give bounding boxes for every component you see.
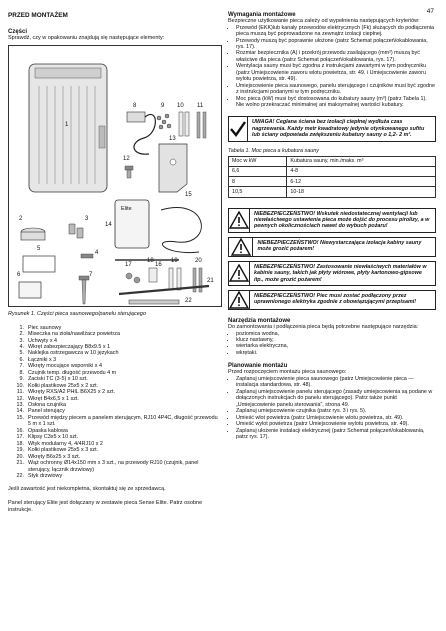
figure-label-1: 1 bbox=[65, 121, 69, 128]
parts-item-number: 16. bbox=[16, 427, 24, 434]
parts-item-number: 6. bbox=[19, 356, 24, 363]
note-box bbox=[228, 116, 436, 141]
figure-label-22: 22 bbox=[185, 297, 192, 304]
parts-list bbox=[8, 325, 220, 480]
figure-label-18: 18 bbox=[147, 257, 154, 264]
tools-list bbox=[228, 331, 436, 357]
panel-brand-text: Elite bbox=[121, 205, 132, 212]
table-row bbox=[229, 177, 436, 187]
planning-item: • Zaplanuj umiejscowienie czujnika (patrz rys. 3 i rys. 5). bbox=[236, 408, 436, 414]
warning-triangle-icon bbox=[229, 238, 253, 256]
left-column bbox=[8, 12, 220, 513]
parts-item-text: Uchwyty x 4 bbox=[28, 337, 58, 344]
parts-item-number: 14. bbox=[16, 408, 24, 415]
figure-label-5: 5 bbox=[37, 245, 41, 252]
figure-label-2: 2 bbox=[19, 215, 23, 222]
parts-item-number: 21. bbox=[16, 460, 24, 467]
parts-item-number: 13. bbox=[16, 402, 24, 409]
planning-item: • Umieść wylot powietrza (patrz Umiejscowienie wylotu powietrza, str. 49). bbox=[236, 421, 436, 427]
figure-caption: Rysunek 1. Części pieca saunowego/panelu sterującego bbox=[8, 310, 146, 317]
table-cell-volume: 10-18 bbox=[287, 187, 436, 197]
checkmark-icon bbox=[229, 117, 248, 140]
figure-label-15: 15 bbox=[185, 191, 192, 198]
parts-item-number: 2. bbox=[19, 331, 24, 338]
planning-item: • Zaplanuj umiejscowienie panelu sterującego (zasady umiejscowienia są podane w dołączonych instrukcjach do panelu sterującego). Patrz także punkt „Umiejscowienie panelu sterowania”, strona 49. bbox=[236, 389, 436, 408]
parts-item-text: Wkręt B4x6,5 x 1 szt. bbox=[28, 395, 79, 402]
danger-box-electrician bbox=[228, 290, 436, 310]
parts-item-text: Miseczka na zioła/nawilżacz powietrza bbox=[28, 331, 120, 338]
parts-item-number: 9. bbox=[19, 376, 24, 383]
parts-item-text: Czujnik temp. długość przewodu 4 m bbox=[28, 369, 117, 376]
page-number: 47 bbox=[426, 8, 434, 15]
parts-heading: Części bbox=[8, 29, 28, 35]
figure-label-16: 16 bbox=[155, 261, 162, 268]
requirement-item: • Przewody muszą być poprawnie ułożone (patrz Schemat połączeń/okablowania, rys. 17). bbox=[236, 38, 436, 51]
power-volume-table bbox=[228, 156, 436, 198]
requirement-item: • Wentylacja sauny musi być zgodna z instrukcjami zawartymi w tym podręczniku (patrz Umiejscowienie zaworu wlotu powietrza, str. 49. i Umiejscowienie zaworu wylotu powietrza, str. 49). bbox=[236, 63, 436, 82]
parts-list-item bbox=[8, 415, 220, 428]
table-row bbox=[229, 187, 436, 197]
parts-item-number: 8. bbox=[19, 369, 24, 376]
parts-item-text: Osłona czujnika bbox=[28, 402, 67, 409]
parts-list-item bbox=[8, 473, 220, 479]
table-header-volume: Kubatura sauny, min./maks. m³ bbox=[287, 156, 436, 166]
parts-item-text: Opaska kablowa bbox=[28, 427, 68, 434]
planning-list bbox=[228, 376, 436, 441]
figure-label-17: 17 bbox=[125, 261, 132, 268]
parts-item-text: Kołki plastikowe 25x5 x 2 szt. bbox=[28, 382, 99, 389]
parts-item-number: 15. bbox=[16, 414, 24, 421]
parts-item-text: Wkręty B6x25 x 3 szt. bbox=[28, 453, 81, 460]
parts-item-number: 5. bbox=[19, 350, 24, 357]
figure-label-13: 13 bbox=[169, 135, 176, 142]
section-title: PRZED MONTAŻEM bbox=[8, 12, 68, 19]
requirement-item: • Przewód (EKK)lub kanały przewodów elektrycznych (Fk) służących do podłączenia pieca muszą być poprowadzone na zewnątrz izolacji ciepłnej. bbox=[236, 25, 436, 38]
parts-item-text: Łączniki x 3 bbox=[28, 356, 57, 363]
tool-item: • poziomica wodna, bbox=[236, 331, 436, 337]
parts-item-text: Piec saunowy bbox=[28, 324, 62, 331]
parts-illustration bbox=[9, 46, 221, 306]
tool-item: • wkrętaki. bbox=[236, 350, 436, 356]
requirement-item: • Moc pieca (kW) musi być dostosowana do kubatury sauny (m³) (patrz Tabela 1). Nie wolno przekraczać minimalnej ani maksymalnej wartości kubatury. bbox=[236, 96, 436, 109]
table-cell-volume: 6-12 bbox=[287, 177, 436, 187]
planning-heading: Planowanie montażu bbox=[228, 363, 288, 370]
parts-item-number: 1. bbox=[19, 324, 24, 331]
requirements-intro: Bezpieczne użytkowanie pieca zależy od wypełnienia następujących kryteriów: bbox=[228, 18, 420, 24]
figure-label-8: 8 bbox=[133, 102, 137, 109]
parts-item-text: Panel sterujący bbox=[28, 408, 65, 415]
requirements-heading: Wymagania montażowe bbox=[228, 12, 296, 18]
parts-item-text: Kołki plastikowe 25x5 x 3 szt. bbox=[28, 447, 99, 454]
parts-item-text: Wąż ochronny Ø14x150 mm x 3 szt., na przewody RJ10 (czujnik, panel sterujący, łącznik drzwiowy) bbox=[28, 460, 199, 473]
tools-intro: Do zamontowania i podłączenia pieca będą potrzebne następujące narzędzia: bbox=[228, 323, 419, 330]
danger-text-electrician: NIEBEZPIECZEŃSTWO! Piec musi zostać podłączony przez uprawnionego elektryka zgodnie z obowiązującymi przepisami! bbox=[254, 292, 417, 306]
warning-triangle-icon bbox=[229, 262, 250, 285]
parts-item-number: 10. bbox=[16, 382, 24, 389]
figure-label-11: 11 bbox=[197, 102, 204, 109]
parts-item-number: 22. bbox=[16, 473, 24, 480]
table-cell-power: 6,6 bbox=[229, 166, 287, 176]
parts-item-number: 20. bbox=[16, 453, 24, 460]
danger-text-insulation: NIEBEZPIECZEŃSTWO! Niewystarczająca izolacja kabiny sauny może grozić pożarem! bbox=[257, 239, 422, 253]
warning-triangle-icon bbox=[229, 209, 250, 232]
parts-item-text: Wkręty mocujące wsporniki x 4 bbox=[28, 363, 102, 370]
parts-intro: Sprawdź, czy w opakowaniu znajdują się następujące elementy: bbox=[8, 35, 165, 41]
table-row bbox=[229, 166, 436, 176]
table-caption: Tabela 1. Moc pieca a kubatura sauny bbox=[228, 147, 319, 154]
requirement-item: • Rozmiar bezpiecznika (A) i przekrój przewodu zasilającego (mm²) muszą być właściwe dla pieca (patrz Schemat połączeń/okablowania, rys. 17). bbox=[236, 50, 436, 63]
parts-item-number: 12. bbox=[16, 395, 24, 402]
planning-item: • Zaplanuj umiejscowienie pieca saunowego (patrz Umiejscowienie pieca — instalacja standardowa, str. 48). bbox=[236, 376, 436, 389]
parts-item-number: 11. bbox=[16, 389, 24, 396]
right-column bbox=[228, 12, 436, 440]
parts-item-text: Przewód między piecem a panelem sterującym, RJ10 4P4C, długość przewodu 5 m x 1 szt. bbox=[28, 414, 218, 428]
figure-label-20: 20 bbox=[195, 257, 202, 264]
tools-heading: Narzędzia montażowe bbox=[228, 317, 291, 324]
planning-item: • Zaplanuj ułożenie instalacji elektrycznej (patrz Schemat połączeń/okablowania, patrz rys. 17). bbox=[236, 428, 436, 441]
figure-label-3: 3 bbox=[85, 215, 89, 222]
table-cell-power: 8 bbox=[229, 177, 287, 187]
parts-item-text: Wkręty RXS/A2 PHIL B6X25 x 2 szt. bbox=[28, 389, 115, 396]
parts-item-number: 17. bbox=[16, 434, 24, 441]
parts-item-number: 7. bbox=[19, 363, 24, 370]
table-header-power: Moc w kW bbox=[229, 156, 287, 166]
parts-figure bbox=[8, 45, 222, 307]
tool-item: • klucz nastawny, bbox=[236, 337, 436, 343]
figure-label-4: 4 bbox=[95, 249, 99, 256]
requirement-item: • Umiejscowienie pieca saunowego, panelu sterującego i czujników musi być zgodne z instrukcjami podanymi w tym podręczniku. bbox=[236, 83, 436, 96]
parts-item-text: Naklejka ostrzegawcza w 10 językach bbox=[28, 350, 119, 357]
warning-triangle-icon bbox=[229, 291, 250, 309]
heater-body-shape bbox=[29, 64, 107, 192]
tool-item: • wiertarka elektryczna, bbox=[236, 343, 436, 349]
incomplete-note: Jeśli zawartość jest niekompletna, skontaktuj się ze sprzedawcą. bbox=[8, 486, 166, 493]
panel-note: Panel sterujący Elite jest dołączany w zestawie pieca Sense Elite. Patrz osobne instrukcje. bbox=[8, 500, 203, 513]
parts-item-text: Wkręt zabezpieczający B8x9.5 x 1 bbox=[28, 343, 111, 350]
figure-label-12: 12 bbox=[123, 155, 130, 162]
note-box-text: UWAGA! Ceglana ściana bez izolacji ciepłnej wydłuża czas nagrzewania. Każdy metr kwadratowy jedynie otynkowanego sufitu lub ściany odpowiada zwiększeniu kubatury sauny o 1,2- 2 m³. bbox=[252, 119, 425, 139]
danger-text-materials: NIEBEZPIECZEŃSTWO! Zastosowanie niewłaściwych materiałów w kabinie sauny, takich jak płyty wiórowe, płyty kartonowo-gipsowe itp., może grozić pożarem! bbox=[254, 263, 427, 283]
parts-item-number: 19. bbox=[16, 447, 24, 454]
figure-label-6: 6 bbox=[17, 271, 21, 278]
parts-item-number: 3. bbox=[19, 337, 24, 344]
danger-box-materials bbox=[228, 261, 436, 286]
parts-item-number: 18. bbox=[16, 440, 24, 447]
parts-item-text: Wtyk modularny 4, 4/4RJ10 x 2 bbox=[28, 440, 103, 447]
table-cell-power: 10,5 bbox=[229, 187, 287, 197]
figure-label-7: 7 bbox=[89, 271, 93, 278]
parts-item-text: Klipsy C3x5 x 10 szt. bbox=[28, 434, 79, 441]
planning-item: • Umieść wlot powietrza (patrz Umiejscowienie wlotu powietrza, str. 49). bbox=[236, 415, 436, 421]
table-cell-volume: 4-8 bbox=[287, 166, 436, 176]
figure-label-9: 9 bbox=[161, 102, 165, 109]
parts-list-item bbox=[8, 460, 220, 473]
parts-item-number: 4. bbox=[19, 343, 24, 350]
figure-label-21: 21 bbox=[207, 277, 214, 284]
figure-label-19: 19 bbox=[171, 257, 178, 264]
figure-label-14: 14 bbox=[105, 221, 112, 228]
requirements-list bbox=[228, 25, 436, 109]
parts-item-text: Styk drzwiowy bbox=[28, 473, 63, 480]
figure-label-10: 10 bbox=[177, 102, 184, 109]
planning-intro: Przed rozpoczęciem montażu pieca saunowego: bbox=[228, 369, 347, 376]
parts-item-text: Zaciski TC (3-5) x 10 szt. bbox=[28, 376, 88, 383]
danger-text-ventilation: NIEBEZPIECZEŃSTWO! Wskutek niedostatecznej wentylacji lub niewłaściwego ustawienia pieca może dojść do procesu pirolizy, a w pewnych okolicznościach nawet do wybuch pożaru! bbox=[254, 210, 430, 230]
danger-box-ventilation bbox=[228, 208, 436, 233]
danger-box-insulation bbox=[228, 237, 436, 257]
